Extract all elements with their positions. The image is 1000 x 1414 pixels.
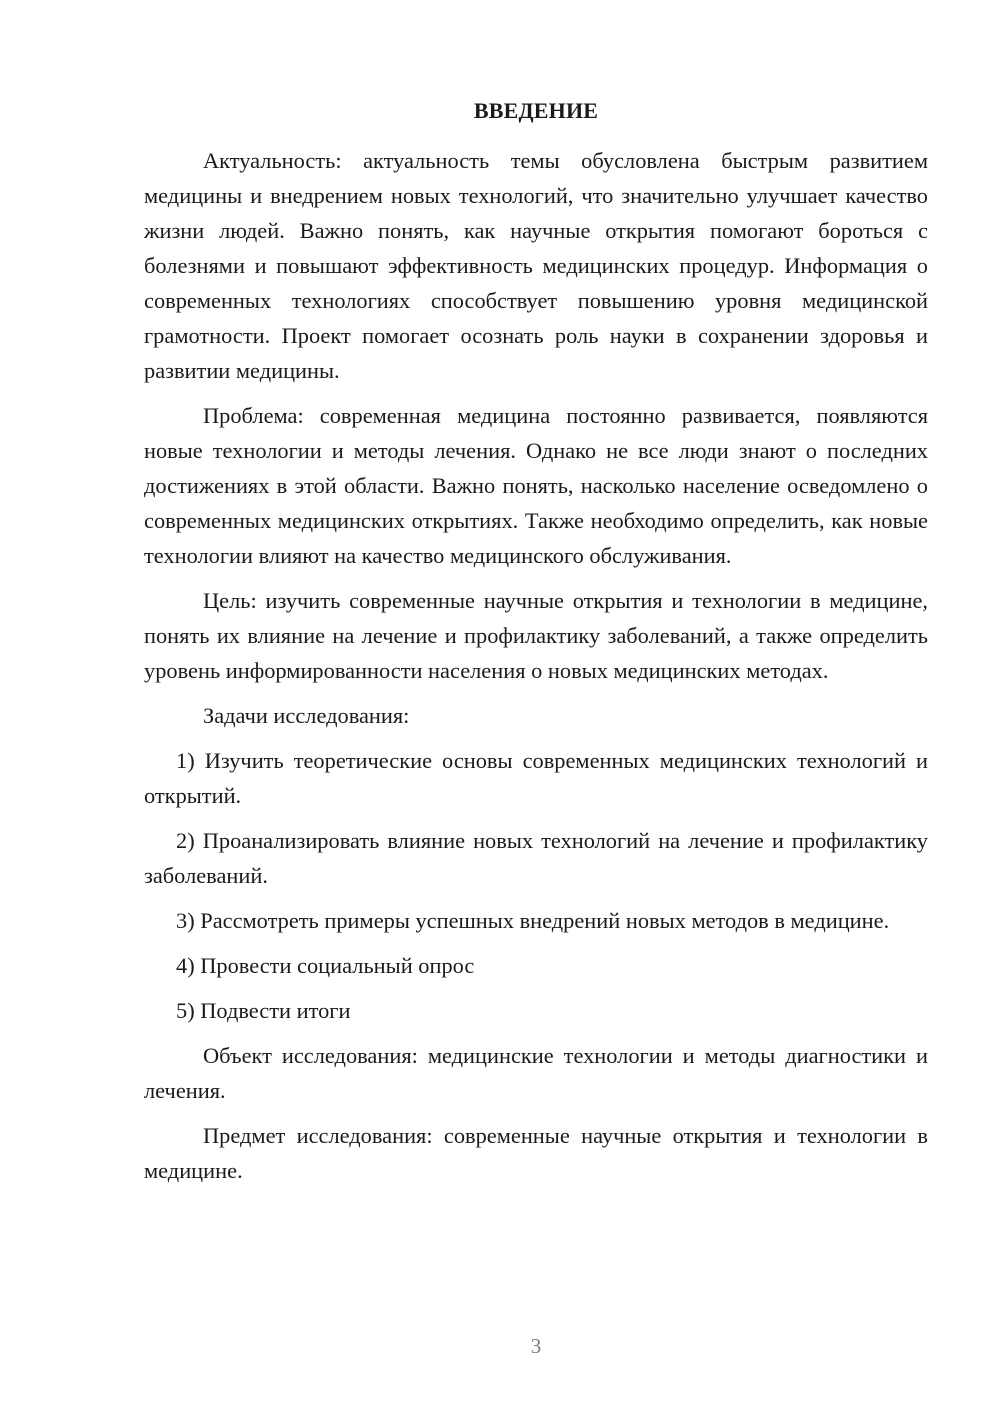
list-item-task-1: 1) Изучить теоретические основы современных медицинских технологий и открытий. [144, 748, 928, 808]
list-item-task-4: 4) Провести социальный опрос [176, 953, 475, 978]
paragraph-problem: Проблема: современная медицина постоянно развивается, появляются новые технологии и методы лечения. Однако не все люди знают о последних достижениях в этой области. Важно понять, насколько население осведомлено о современных медицинских открытиях. Также необходимо определить, как новые технологии влияют на качество медицинского обслуживания. [144, 403, 928, 568]
list-item-task-5: 5) Подвести итоги [176, 998, 351, 1023]
paragraph-tasks-heading: Задачи исследования: [203, 703, 410, 728]
list-item-task-3: 3) Рассмотреть примеры успешных внедрений новых методов в медицине. [176, 908, 890, 933]
list-item-task-2: 2) Проанализировать влияние новых технологий на лечение и профилактику заболеваний. [144, 828, 928, 888]
paragraph-object: Объект исследования: медицинские технологии и методы диагностики и лечения. [144, 1043, 928, 1103]
paragraph-goal: Цель: изучить современные научные открытия и технологии в медицине, понять их влияние на лечение и профилактику заболеваний, а также определить уровень информированности населения о новых медицинских методах. [144, 588, 928, 683]
paragraph-subject: Предмет исследования: современные научные открытия и технологии в медицине. [144, 1123, 928, 1183]
page-number: 3 [530, 1334, 542, 1358]
page-title: ВВЕДЕНИЕ [473, 98, 599, 123]
document-body [144, 143, 928, 1188]
paragraph-relevance: Актуальность: актуальность темы обусловлена быстрым развитием медицины и внедрением новых технологий, что значительно улучшает качество жизни людей. Важно понять, как научные открытия помогают бороться с болезнями и повышают эффективность медицинских процедур. Информация о современных технологиях способствует повышению уровня медицинской грамотности. Проект помогает осознать роль науки в сохранении здоровья и развитии медицины. [144, 148, 928, 383]
